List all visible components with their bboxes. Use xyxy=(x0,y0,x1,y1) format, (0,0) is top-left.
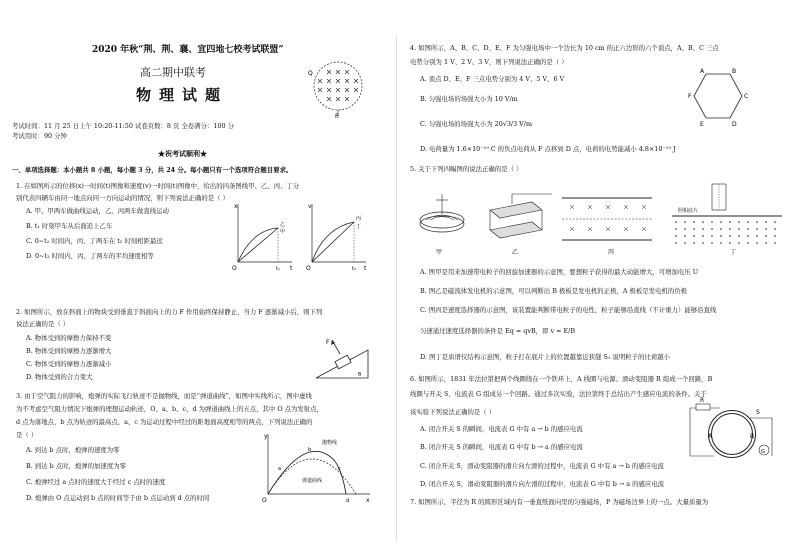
field-dot xyxy=(702,228,704,230)
q1-xt-graph xyxy=(230,200,298,272)
field-dot xyxy=(675,242,677,244)
q2-force-label: F xyxy=(326,339,330,346)
field-dot xyxy=(693,242,695,244)
q5-label-ding: 丁 xyxy=(730,249,737,256)
field-x-mark xyxy=(345,79,349,83)
field-dot xyxy=(684,221,686,223)
field-x-mark xyxy=(318,88,322,92)
q3-y-axis-label: y xyxy=(264,433,268,440)
field-x-mark xyxy=(336,97,340,101)
selector-x-mark xyxy=(624,205,628,209)
q6-faraday-ring-figure xyxy=(680,396,780,476)
q5-fig-mhd-generator xyxy=(490,194,552,256)
q3-ballistic-label: 弹道曲线 xyxy=(302,478,323,484)
q3-option-a: A. 到达 b 点时，炮弹的速度为零 xyxy=(26,446,120,454)
field-dot xyxy=(729,221,731,223)
q1-stem-line2: 别代表四辆车由同一地点向同一方向运动的情况，则下列说法正确的是（ ） xyxy=(16,194,229,202)
q3-origin-label: O xyxy=(262,497,267,504)
q3-point-b: b xyxy=(308,447,312,453)
q1-g2-xlabel: t xyxy=(364,265,367,272)
field-dot xyxy=(702,235,704,237)
exam-header-title: 2020 年秋“荆、荆、襄、宜四地七校考试联盟” xyxy=(92,45,284,55)
q6-label-a: A xyxy=(708,433,713,440)
field-dot xyxy=(711,235,713,237)
selector-x-mark xyxy=(588,205,592,209)
q5-fig-velocity-selector xyxy=(562,198,652,256)
wishes-banner: ★祝考试顺利★ xyxy=(158,149,207,158)
q6-option-d: D. 闭合开关 S，滑动变阻器的滑片向左滑的过程中，电流表 G 中有 b → a 的感应电流 xyxy=(420,480,665,488)
field-dot xyxy=(729,228,731,230)
field-x-mark xyxy=(318,79,322,83)
q4-vertex-e: E xyxy=(700,121,704,128)
q3-trajectory-figure xyxy=(262,430,374,502)
field-dot xyxy=(693,228,695,230)
q3-x-axis-label: x xyxy=(366,497,370,504)
q5-label-jia: 甲 xyxy=(436,249,443,256)
field-dot xyxy=(747,242,749,244)
q5-label-yi: 乙 xyxy=(512,249,519,256)
selector-x-mark xyxy=(606,227,610,231)
q1-g1-tick: t₁ xyxy=(276,266,280,272)
field-dot xyxy=(675,235,677,237)
field-dot xyxy=(738,235,740,237)
point-p-label: P xyxy=(335,113,339,120)
q5-fig-cyclotron xyxy=(420,194,464,256)
q3-point-a: a xyxy=(278,466,282,472)
q3-option-b: B. 到达 b 点时，炮弹的加速度为零 xyxy=(26,462,126,470)
q6-option-a: A. 闭合开关 S 的瞬间，电流表 G 中有 a → b 的感应电流 xyxy=(420,425,583,433)
q5-option-d: D. 图丁是质谱仪结构示意图，粒子打在底片上的位置越靠近狭缝 S₁ 说明粒子的比荷越小 xyxy=(420,353,671,361)
q1-g2-origin: O xyxy=(306,265,311,272)
field-dot xyxy=(684,242,686,244)
q6-label-g: G xyxy=(761,449,765,455)
q2-stem-line2: 说法正确的是（ ） xyxy=(16,320,70,328)
exam-subtitle: 高二期中联考 xyxy=(140,66,206,79)
q4-vertex-d: D xyxy=(732,121,737,128)
field-dot xyxy=(774,235,776,237)
column-divider xyxy=(396,36,397,541)
selector-x-mark xyxy=(570,205,574,209)
field-x-mark xyxy=(327,79,331,83)
q4-option-a: A. 顶点 D、E、F 三点电势分别为 4 V、5 V、6 V xyxy=(420,75,565,83)
field-x-mark xyxy=(345,70,349,74)
field-dot xyxy=(711,221,713,223)
q2-angle-label: θ xyxy=(358,372,362,378)
field-dot xyxy=(774,242,776,244)
selector-x-mark xyxy=(642,227,646,231)
q4-option-c: C. 匀强电场的场强大小为 20√3/3 V/m xyxy=(420,120,533,128)
field-x-mark xyxy=(354,88,358,92)
q1-g1-label-yi: 乙 xyxy=(280,222,286,228)
q2-option-a: A. 物体受到的摩擦力保持不变 xyxy=(26,334,112,342)
q2-incline-figure xyxy=(312,336,372,382)
field-dot xyxy=(729,235,731,237)
field-dot xyxy=(720,221,722,223)
q1-g2-label-ding: 丁 xyxy=(356,224,362,230)
q1-g1-xlabel: t xyxy=(290,265,293,272)
q1-vt-graph xyxy=(304,200,372,272)
field-x-mark xyxy=(327,88,331,92)
q3-option-c: C. 炮弹经过 a 点时的速度大于经过 c 点时的速度 xyxy=(26,478,166,486)
q3-point-d: d xyxy=(346,498,350,504)
exam-subject-title: 物理试题 xyxy=(136,86,229,104)
q2-option-d: D. 物体受到的合力变大 xyxy=(26,373,93,381)
q5-stem: 5. 关于下列四幅图的说法正确的是（ ） xyxy=(410,165,523,173)
q5-option-c-line2: 匀速通过速度选择器的条件是 Eq = qvB，即 v = E/B xyxy=(420,327,576,335)
field-dot xyxy=(756,228,758,230)
field-dot xyxy=(765,242,767,244)
field-dot xyxy=(756,221,758,223)
q3-stem-line1: 3. 由于空气阻力的影响，炮弹的实际飞行轨迹不是抛物线，而是“弹道曲线”，如图中实线所示，图中虚线 xyxy=(16,392,312,400)
field-dot xyxy=(702,242,704,244)
q7-stem: 7. 如图所示，半径为 R 的圆形区域内有一垂直纸面向里的匀强磁场，P 为磁场边界上的一点。大量质量为 xyxy=(410,498,709,506)
q3-point-c: c xyxy=(338,466,341,472)
magnetic-field-figure xyxy=(306,58,376,118)
field-dot xyxy=(684,228,686,230)
field-x-mark xyxy=(345,97,349,101)
q1-option-d: D. 0~t₂ 时间内，丙、丁两车的平均速度相等 xyxy=(26,252,154,260)
field-dot xyxy=(765,235,767,237)
q1-g1-ylabel: x xyxy=(234,203,238,210)
field-dot xyxy=(747,235,749,237)
q6-label-r: R xyxy=(700,397,705,404)
field-dot xyxy=(756,242,758,244)
field-dot xyxy=(675,221,677,223)
q6-label-s: S xyxy=(756,409,760,416)
field-x-mark xyxy=(354,79,358,83)
exam-info-line2: 考试用时：90 分钟 xyxy=(12,132,67,140)
q3-stem-line2: 为不考虑空气阻力情况下炮弹的理想运动轨迹，O、a、b、c、d 为弹道曲线上的五点，其中 O 点为发射点， xyxy=(16,405,323,413)
q5-film-label: 照相底片 xyxy=(678,208,699,214)
field-dot xyxy=(738,228,740,230)
field-dot xyxy=(720,235,722,237)
q6-label-b: B xyxy=(750,433,755,440)
q2-stem-line1: 2. 如图所示，放在斜面上的物块受到垂直于斜面向上的力 F 作用始终保持静止，当力 F 逐渐减小后，则下列 xyxy=(16,308,323,316)
field-dot xyxy=(765,228,767,230)
field-dot xyxy=(693,235,695,237)
field-dot xyxy=(702,221,704,223)
q4-stem-line2: 电势分别为 1 V、2 V、3 V，则下列说法正确的是（ ） xyxy=(410,58,568,66)
q4-stem-line1: 4. 如图所示，A、B、C、D、E、F 为匀强电场中一个边长为 10 cm 的正六边形的六个顶点，A、B、C 三点 xyxy=(410,44,719,52)
field-dot xyxy=(684,235,686,237)
field-dot xyxy=(729,242,731,244)
field-x-mark xyxy=(327,70,331,74)
selector-x-mark xyxy=(642,205,646,209)
field-dot xyxy=(747,221,749,223)
q4-hexagon-figure xyxy=(688,68,748,128)
q5-four-figures xyxy=(412,180,788,258)
field-dot xyxy=(738,221,740,223)
q4-option-d: D. 电荷量为 1.6×10⁻¹⁹ C 的负点电荷从 F 点移到 D 点，电荷的电势能减小 4.8×10⁻¹⁹ J xyxy=(420,145,676,153)
q1-option-a: A. 甲、甲两车做曲线运动，乙、丙两车做直线运动 xyxy=(26,207,169,215)
field-dot xyxy=(720,228,722,230)
q5-option-b: B. 图乙是磁流体发电机的示意图，可以判断出 B 极板是发电机的正极，A 极板是发电机的负极 xyxy=(420,287,688,295)
field-dot xyxy=(747,228,749,230)
q1-g1-origin: O xyxy=(232,265,237,272)
q3-stem-line3: d 点为落地点，b 点为轨迹的最高点，a、c 为运动过程中经过的距地面高度相等的两点，下列说法正确的 xyxy=(16,418,313,426)
selector-x-mark xyxy=(606,205,610,209)
q3-option-d: D. 炮弹由 O 点运动到 b 点的时间等于由 b 点运动到 d 点的时间 xyxy=(26,494,210,502)
field-dot xyxy=(774,228,776,230)
selector-x-mark xyxy=(624,227,628,231)
q1-g2-ylabel: v xyxy=(308,203,312,210)
field-dot xyxy=(693,221,695,223)
field-x-mark xyxy=(336,79,340,83)
q6-stem-line2: 线圈与开关 S、电流表 G 组成另一个回路。通过多次实验，法拉第终于总结出产生感应电流的条件。关于 xyxy=(410,390,707,398)
q5-label-bing: 丙 xyxy=(608,249,615,256)
point-q-label: Q xyxy=(308,70,313,77)
field-x-mark xyxy=(336,70,340,74)
field-dot xyxy=(675,228,677,230)
q4-option-b: B. 匀强电场的场强大小为 10 V/m xyxy=(420,95,518,103)
q1-g1-label-jia: 甲 xyxy=(280,229,286,235)
field-dot xyxy=(711,242,713,244)
q1-g2-label-bing: 丙 xyxy=(356,216,362,222)
q5-fig-mass-spectrometer xyxy=(672,184,782,256)
q4-vertex-a: A xyxy=(700,68,705,75)
q4-vertex-c: C xyxy=(744,93,749,100)
q3-parabola-label: 抛物线 xyxy=(322,440,338,446)
q1-stem-line1: 1. 在如图所示的位移(x)一时间(t)图像和速度(v)一时间(t)图像中，给出的四条图线甲、乙、丙、丁分 xyxy=(16,182,300,190)
field-dot xyxy=(738,242,740,244)
q4-vertex-b: B xyxy=(732,68,737,75)
q6-option-b: B. 闭合开关 S 的瞬间，电流表 G 中有 b → a 的感应电流 xyxy=(420,443,583,451)
q1-option-c: C. 0~t₂ 时间内，丙、丁两车在 t₂ 时刻相距最远 xyxy=(26,237,163,245)
selector-x-mark xyxy=(588,227,592,231)
field-dot xyxy=(711,228,713,230)
field-x-mark xyxy=(345,88,349,92)
field-dot xyxy=(756,235,758,237)
q2-option-c: C. 物体受到的摩擦力逐渐减小 xyxy=(26,360,112,368)
q5-option-c-line1: C. 图丙是速度选择器的示意图，该装置能判断带电粒子的电性，粒子能够沿直线（不计重力）能够沿直线 xyxy=(420,306,717,314)
section-heading: 一、单项选择题：本小题共 8 小题，每小题 3 分，共 24 分。每小题只有一个选项符合题目要求。 xyxy=(12,166,293,174)
q4-vertex-f: F xyxy=(688,93,692,100)
exam-info-line1: 考试时间：11 月 25 日上午 10:20-11:50 试卷页数：8 页 全卷满分：100 分 xyxy=(12,122,234,130)
q6-option-c: C. 闭合开关 S，滑动变阻器的滑片向左滑的过程中，电流表 G 中有 a → b 的感应电流 xyxy=(420,462,664,470)
field-dot xyxy=(774,221,776,223)
q6-stem-line1: 6. 如图所示，1831 年法拉第把两个线圈绕在一个铁环上，A 线圈与电源、滑动变阻器 R 组成一个回路，B xyxy=(410,375,713,383)
q2-option-b: B. 物体受到的摩擦力逐渐增大 xyxy=(26,347,112,355)
q3-stem-line4: 是（ ） xyxy=(16,431,38,439)
q1-g2-tick: t₂ xyxy=(352,266,356,272)
q6-stem-line3: 该实验下列说法正确的是（ ） xyxy=(410,408,496,416)
field-dot xyxy=(720,242,722,244)
field-x-mark xyxy=(336,88,340,92)
selector-x-mark xyxy=(570,227,574,231)
q5-option-a: A. 图甲是用来加速带电粒子的回旋加速器的示意图，要想粒子获得的最大动能增大，可增加电压 U xyxy=(420,268,699,276)
field-x-mark xyxy=(327,97,331,101)
q1-option-b: B. t₁ 时刻甲车从后面追上乙车 xyxy=(26,222,113,230)
field-dot xyxy=(765,221,767,223)
